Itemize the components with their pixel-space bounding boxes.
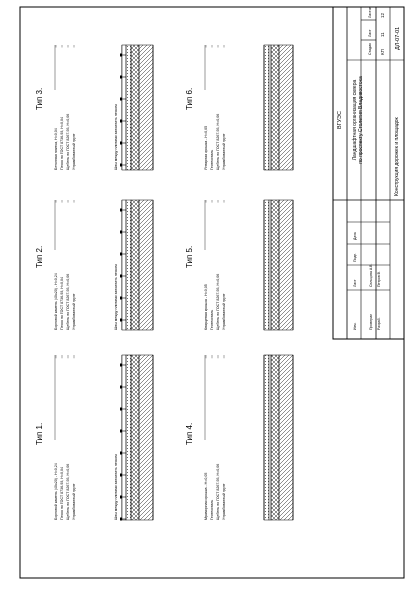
sheets-total: 12 <box>380 12 385 18</box>
layer-label: Бетонная плитка, H=0,04 <box>54 128 58 170</box>
type-title: Тип 6. <box>185 87 194 110</box>
layer-label: Утрамбованный грунт <box>222 133 226 170</box>
layer-label: Щебень по ГОСТ 8267-93, H=0,06 <box>216 463 220 520</box>
section-layer <box>271 45 279 170</box>
type-detail <box>185 200 293 330</box>
layer-label: Утрамбованный грунт <box>222 293 226 330</box>
type-title: Тип 5. <box>185 245 194 268</box>
project-title: Ландшафтная организация сквера <box>352 79 358 161</box>
org-name: ВГУЭС <box>337 111 343 129</box>
layer-label: Щебень по ГОСТ 8267-93, H=0,06 <box>66 273 70 330</box>
type-title: Тип 4. <box>185 422 194 445</box>
layer-label: Щебень по ГОСТ 8267-93, H=0,06 <box>216 113 220 170</box>
layer-label: Бортовой камень (40х20) - H=0,24 <box>54 463 58 520</box>
sheet-number: 11 <box>380 32 385 37</box>
section-layer <box>271 355 279 520</box>
section-layer <box>122 200 126 330</box>
section-layer <box>126 355 131 520</box>
col-sign: Подп. <box>353 252 357 262</box>
type-detail <box>35 45 153 170</box>
section-layer <box>279 45 293 170</box>
layer-label: Утрамбованный грунт <box>222 483 226 520</box>
type-title: Тип 3. <box>35 87 44 110</box>
checked-label: Проверил <box>369 313 373 330</box>
section-layer <box>271 200 279 330</box>
sheet-border <box>20 7 404 578</box>
section-layer <box>279 355 293 520</box>
section-layer <box>269 355 271 520</box>
layer-label: Утрамбованный грунт <box>72 483 76 520</box>
drawing-title: Конструкция дорожек и площадок <box>394 117 400 196</box>
col-date: Дата <box>353 232 357 240</box>
layer-label: Утрамбованный грунт <box>72 293 76 330</box>
joint-note: Швы между плитами заполнить песком <box>114 454 118 520</box>
section-layer <box>131 45 139 170</box>
section-layer <box>131 200 139 330</box>
layer-label: Янтарная крошка - H=0,05 <box>204 125 208 170</box>
section-layer <box>269 200 271 330</box>
layer-label: Геотекстиль <box>210 499 214 520</box>
layer-label: Песок по ГОСТ 8736-93, H=0,04 <box>60 276 64 330</box>
layer-label: Бортовой камень (40х20) - H=0,24 <box>54 273 58 330</box>
type-detail <box>185 355 293 520</box>
type-detail <box>185 45 293 170</box>
layer-label: Мраморная крошка - H=0,05 <box>204 472 208 520</box>
layer-label: Кварцевая крошка - H=0,05 <box>204 284 208 330</box>
stage-value: КП <box>380 49 385 55</box>
layer-label: Щебень по ГОСТ 8267-93, H=0,06 <box>216 273 220 330</box>
joint-note: Швы между плитами заполнить песком <box>114 104 118 170</box>
developed-name: Петров В. <box>377 271 381 287</box>
section-layer <box>139 200 153 330</box>
project-subtitle: по проспекту Столетия Владивостока <box>358 76 364 164</box>
developed-label: Разраб. <box>377 317 381 330</box>
type-title: Тип 1. <box>35 422 44 445</box>
section-layer <box>264 200 269 330</box>
sheets-label: Листов <box>368 6 372 18</box>
type-detail <box>35 355 153 521</box>
layer-label: Геотекстиль <box>210 149 214 170</box>
section-layer <box>139 355 153 520</box>
type-title: Тип 2. <box>35 245 44 268</box>
section-layer <box>279 200 293 330</box>
layer-label: Утрамбованный грунт <box>72 133 76 170</box>
section-layer <box>139 45 153 170</box>
section-layer <box>126 45 131 170</box>
sheet-label: Лист <box>368 29 372 37</box>
checked-name: Сельцова А.В. <box>369 263 373 287</box>
drawing-code: ДЛ-07-01 <box>395 26 401 50</box>
section-layer <box>264 45 269 170</box>
stage-label: Стадия <box>368 43 372 55</box>
section-layer <box>264 355 269 520</box>
section-layer <box>131 355 139 520</box>
section-layer <box>122 355 126 520</box>
layer-label: Песок по ГОСТ 8736-93, H=0,04 <box>60 116 64 170</box>
joint-note: Швы между плитами заполнить песком <box>114 264 118 330</box>
layer-label: Щебень по ГОСТ 8267-93, H=0,06 <box>66 463 70 520</box>
layer-label: Геотекстиль <box>210 309 214 330</box>
layer-label: Щебень по ГОСТ 8267-93, H=0,06 <box>66 113 70 170</box>
section-layer <box>269 45 271 170</box>
section-layer <box>122 45 126 170</box>
col-sheet: Лист <box>353 279 357 287</box>
section-layer <box>126 200 131 330</box>
layer-label: Песок по ГОСТ 8736-93, H=0,04 <box>60 466 64 520</box>
type-detail <box>35 200 153 330</box>
col-change: Изм. <box>353 322 357 330</box>
